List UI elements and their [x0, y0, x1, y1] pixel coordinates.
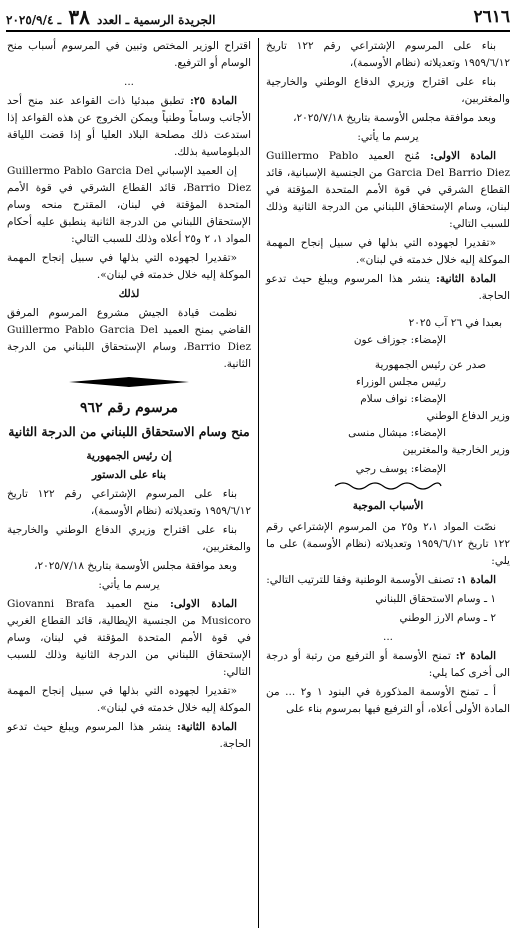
page-number: ٢٦١٦ — [473, 7, 510, 27]
article — [7, 719, 251, 753]
therefore-heading: لذلك — [118, 288, 140, 300]
article — [7, 93, 251, 161]
article — [266, 271, 510, 305]
quote: «تقديرا لجهوده التي بذلها في سبيل إنجاح المهمة الموكلة إليه خلال خدمته في لبنان». — [7, 252, 251, 281]
pm-title: رئيس مجلس الوزراء — [355, 376, 446, 388]
article — [266, 572, 510, 589]
paragraph: بناء على المرسوم الإشتراعي رقم ١٢٢ تاريخ ١٩٥٩/٦/١٢ وتعديلاته (نظام الأوسمة)، — [7, 487, 251, 517]
decree-title: مرسوم رقم ٩٦٢ — [80, 400, 178, 416]
paragraph: أ ـ تمنح الأوسمة المذكورة في البنود ١ و٢ ... من المادة الأولى أعلاه، أو الترفيع فيها بمرسوم بناء على — [266, 686, 510, 715]
left-column — [7, 38, 259, 928]
foreign-signature: الإمضاء: يوسف رجي — [355, 463, 446, 475]
section-divider — [7, 377, 251, 387]
article-label: المادة ٢٥: — [190, 95, 238, 107]
paragraph: يرسم ما يأتي: — [357, 131, 419, 143]
paragraph: نصّت المواد ٢،١ و٢٥ من المرسوم الإشتراعي رقم ١٢٢ تاريخ ١٩٥٩/٦/١٢ وتعديلاته (نظام الأوسمة) على ما يلي: — [266, 521, 510, 567]
pm-signature: الإمضاء: نواف سلام — [360, 393, 446, 405]
paragraph: بناء على اقتراح وزيري الدفاع الوطني والخارجية والمغتربين، — [266, 76, 510, 105]
wavy-divider — [266, 480, 510, 492]
article-label: المادة ١: — [457, 574, 496, 586]
issue-number: ٣٨ — [68, 5, 90, 29]
issued-by: صدر عن رئيس الجمهورية — [374, 359, 486, 371]
gazette-name: الجريدة الرسمية ـ العدد — [97, 13, 216, 27]
article-text: مُنح العميد Guillermo Pablo Garcia Del Barrio Diez من الجنسية الإسبانية، قائد القطاع الشرقي في قوة الأمم المتحدة المؤقتة في لبنان، وسام الإستحقاق اللبناني من الدرجة الثانية وذلك للسبب التالي: — [266, 150, 511, 230]
article — [266, 148, 510, 233]
article-label: المادة الثانية: — [177, 720, 237, 733]
article-text: تمنح الأوسمة أو الترفيع من رتبة أو درجة الى أخرى كما يلي: — [266, 650, 510, 679]
ellipsis: ... — [382, 631, 393, 643]
article-text: ينشر هذا المرسوم ويبلغ حيث تدعو الحاجة. — [266, 273, 510, 302]
foreign-title: وزير الخارجية والمغتربين — [402, 444, 510, 456]
article-label: المادة الثانية: — [436, 273, 496, 285]
decree-subtitle: منح وسام الاستحقاق اللبناني من الدرجة الثانية — [8, 423, 250, 439]
reasons-title: الأسباب الموجبة — [352, 500, 424, 512]
ellipsis: ... — [123, 76, 134, 88]
paragraph: يرسم ما يأتي: — [98, 578, 160, 591]
defense-signature: الإمضاء: ميشال منسى — [348, 427, 446, 439]
signature: الإمضاء: جوزاف عون — [353, 334, 446, 346]
defense-title: وزير الدفاع الوطني — [426, 410, 510, 422]
date-line: بعبدا في ٢٦ آب ٢٠٢٥ — [408, 317, 502, 329]
list-item: ٢ ـ وسام الارز الوطني — [399, 612, 496, 624]
article — [266, 648, 510, 682]
constitution-line: بناء على الدستور — [91, 468, 167, 481]
article-text: ينشر هذا المرسوم ويبلغ حيث تدعو الحاجة. — [7, 720, 251, 750]
paragraph: بناء على المرسوم الإشتراعي رقم ١٢٢ تاريخ ١٩٥٩/٦/١٢ وتعديلاته (نظام الأوسمة)، — [266, 40, 510, 69]
article-label: المادة الاولى: — [170, 597, 237, 610]
article-text: تطبق مبدئيا ذات القواعد عند منح أحد الأجانب وساماً وطنياً ويمكن الخروج عن هذه القواعد إذا استدعت ذلك مصلحة البلاد العليا أو إذا قضت اللياقة الدبلوماسية بذلك. — [7, 95, 251, 158]
paragraph: بناء على اقتراح وزيري الدفاع الوطني والخارجية والمغتربين، — [7, 523, 251, 553]
article — [7, 596, 251, 681]
paragraph: وبعد موافقة مجلس الأوسمة بتاريخ ٢٠٢٥/٧/١٨، — [34, 559, 237, 572]
quote: «تقديرا لجهوده التي بذلها في سبيل إنجاح المهمة الموكلة إليه خلال خدمته في لبنان». — [7, 684, 251, 714]
president-heading: إن رئيس الجمهورية — [86, 449, 172, 462]
list-item: ١ ـ وسام الاستحقاق اللبناني — [375, 593, 496, 605]
right-column — [259, 38, 510, 928]
paragraph: نظمت قيادة الجيش مشروع المرسوم المرفق القاضي بمنح العميد Guillermo Pablo Garcia Del Barrio Diez، وسام الإستحقاق اللبناني من الدرجة الثانية. — [7, 307, 251, 370]
paragraph: اقتراح الوزير المختص وتبين في المرسوم أسباب منح الوسام أو الترفيع. — [7, 40, 251, 69]
paragraph: إن العميد الإسباني Guillermo Pablo Garcia Del Barrio Diez، قائد القطاع الشرقي في قوة الأمم المتحدة المؤقتة في لبنان، المقترح منحه وسام الإستحقاق اللبناني من الدرجة الثانية ينطبق عليه أحكام المواد ١، ٢ و٢٥ أعلاه وذلك للسبب التالي: — [7, 165, 251, 245]
page-columns — [6, 38, 510, 928]
gazette-header-title — [6, 5, 215, 29]
article-text: منح العميد Giovanni Brafa Musicoro من الجنسية الإيطالية، قائد القطاع الغربي في قوة الأمم المتحدة المؤقتة في لبنان، وسام الإستحقاق اللبناني من الدرجة الثانية وذلك للسبب التالي: — [7, 597, 251, 678]
issue-date: ـ ٢٠٢٥/٩/٤ — [6, 13, 62, 27]
page-header — [6, 4, 510, 32]
paragraph: وبعد موافقة مجلس الأوسمة بتاريخ ٢٠٢٥/٧/١٨، — [293, 112, 496, 124]
article-label: المادة الاولى: — [430, 150, 496, 162]
article-text: تصنف الأوسمة الوطنية وفقا للترتيب التالي: — [266, 574, 454, 586]
quote: «تقديرا لجهوده التي بذلها في سبيل إنجاح المهمة الموكلة إليه خلال خدمته في لبنان». — [266, 237, 510, 266]
article-label: المادة ٢: — [455, 650, 497, 662]
